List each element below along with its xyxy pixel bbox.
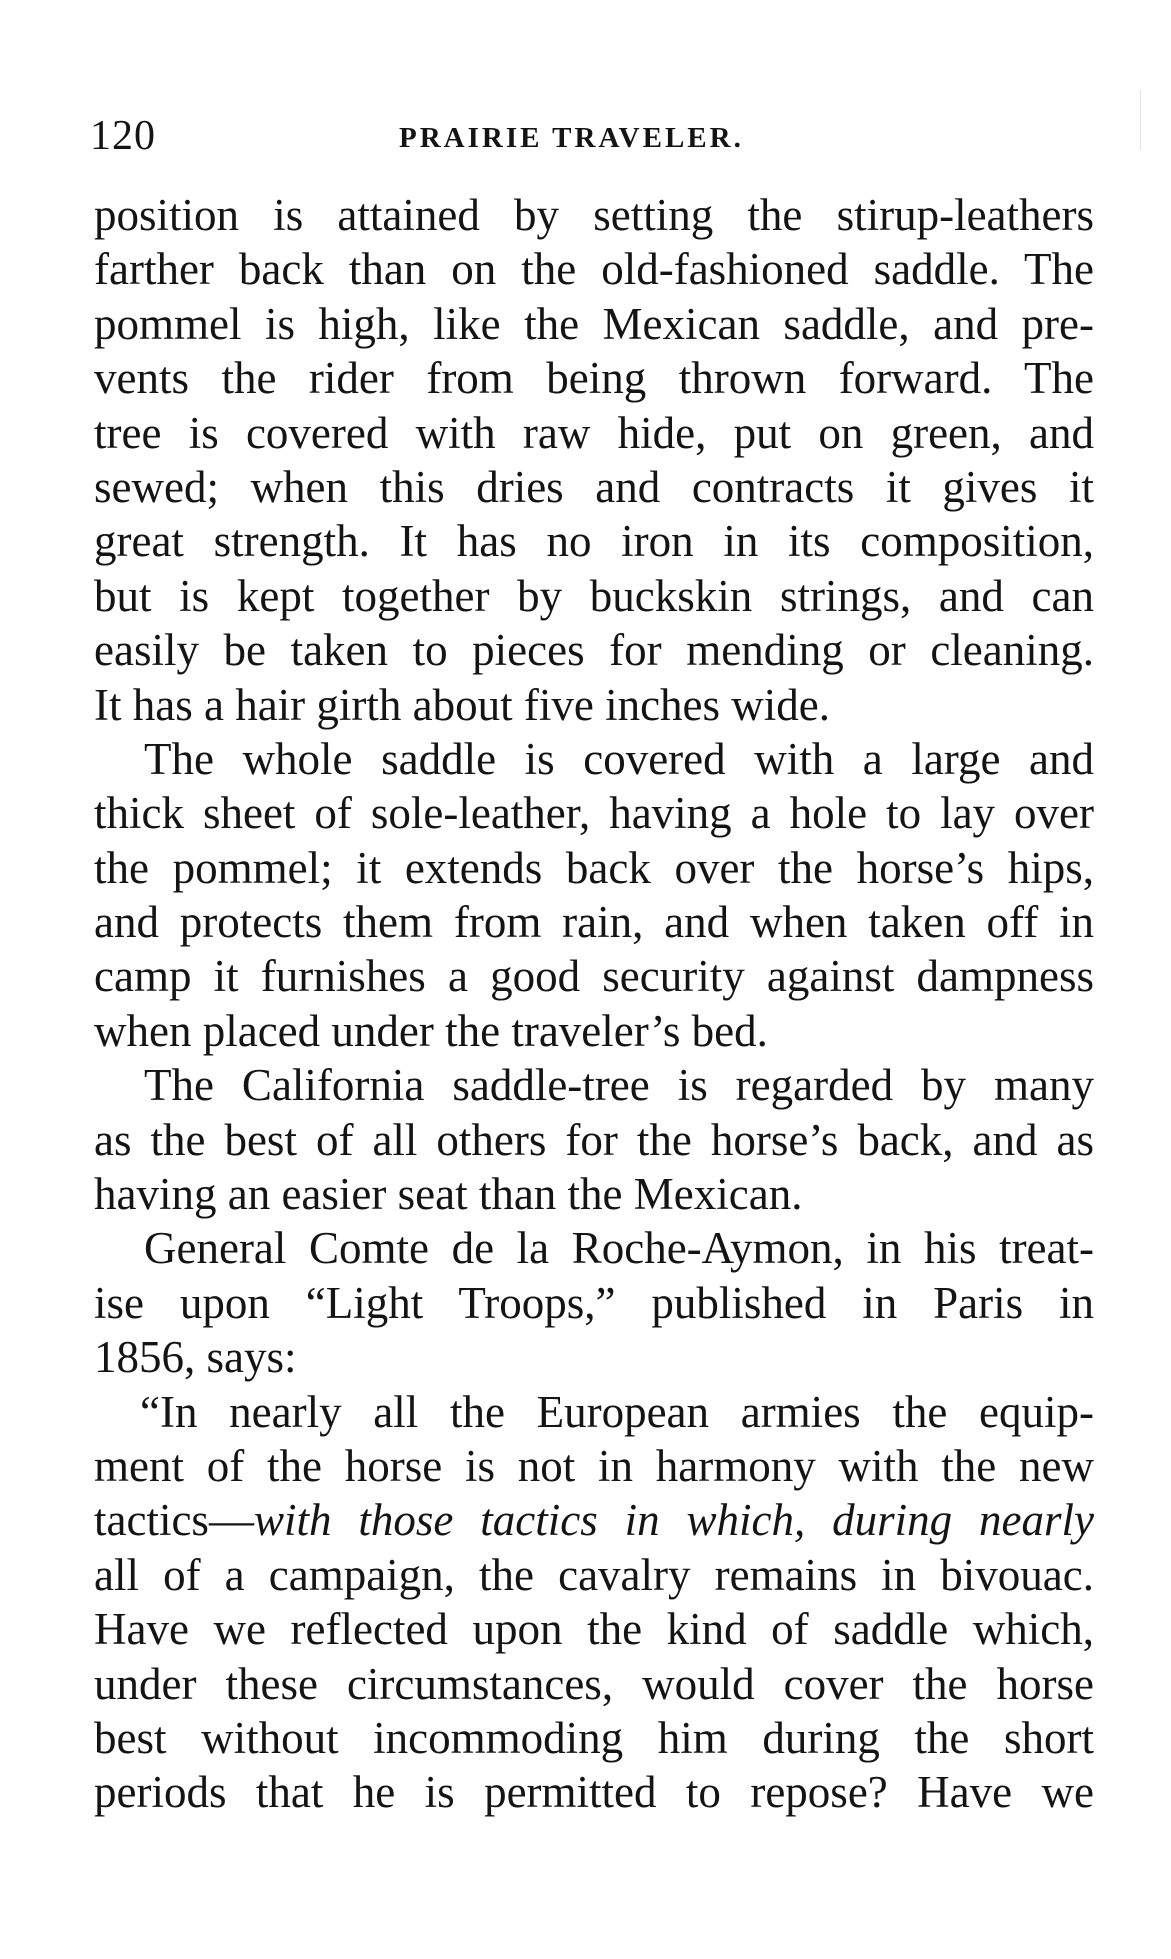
- paragraph-start-line: The whole saddle is covered with a large and: [144, 733, 1094, 784]
- text-line: and protects them from rain, and when taken off in: [94, 897, 1094, 948]
- paragraph-start-line: The California saddle-tree is regarded by many: [144, 1060, 1094, 1111]
- text-line: ise upon “Light Troops,” published in Paris in: [94, 1277, 1094, 1328]
- scan-margin-mark: [1140, 90, 1141, 150]
- text-line: but is kept together by buckskin strings, and can: [94, 570, 1094, 621]
- text-line: periods that he is permitted to repose? Have we: [94, 1767, 1094, 1818]
- text-line: pommel is high, like the Mexican saddle, and pre-: [94, 298, 1094, 349]
- text-line: 1856, says:: [94, 1332, 297, 1383]
- paragraph-start-line: General Comte de la Roche-Aymon, in his treat-: [144, 1223, 1094, 1274]
- text-line: tree is covered with raw hide, put on green, and: [94, 407, 1094, 458]
- text-fragment: tactics—: [94, 1495, 254, 1546]
- page-header: [90, 112, 1095, 160]
- running-head: PRAIRIE TRAVELER.: [399, 122, 744, 154]
- text-line: ment of the horse is not in harmony with the new: [94, 1440, 1094, 1491]
- text-line: thick sheet of sole-leather, having a hole to lay over: [94, 788, 1094, 839]
- text-line: camp it furnishes a good security against dampness: [94, 951, 1094, 1002]
- text-line: farther back than on the old-fashioned saddle. The: [94, 244, 1094, 295]
- text-line: when placed under the traveler’s bed.: [94, 1005, 768, 1056]
- text-line: Have we reflected upon the kind of saddle which,: [94, 1604, 1094, 1655]
- page-number: 120: [90, 113, 156, 159]
- body-text: [94, 188, 1094, 1820]
- text-line: having an easier seat than the Mexican.: [94, 1169, 803, 1220]
- text-line: great strength. It has no iron in its composition,: [94, 516, 1094, 567]
- text-line: sewed; when this dries and contracts it gives it: [94, 461, 1094, 512]
- text-line: vents the rider from being thrown forward. The: [94, 353, 1094, 404]
- italic-text-fragment: with those tactics in which, during nearly: [253, 1495, 1094, 1546]
- text-line: position is attained by setting the stirup-leathers: [94, 190, 1094, 240]
- quote-start-line: “In nearly all the European armies the equip-: [140, 1386, 1094, 1437]
- text-line: It has a hair girth about five inches wide.: [94, 679, 831, 730]
- text-line-with-italics: [94, 1493, 1094, 1547]
- text-line: easily be taken to pieces for mending or cleaning.: [94, 625, 1094, 676]
- text-line: the pommel; it extends back over the horse’s hips,: [94, 842, 1094, 893]
- text-line: as the best of all others for the horse’s back, and as: [94, 1114, 1094, 1165]
- text-line: all of a campaign, the cavalry remains in bivouac.: [94, 1549, 1094, 1600]
- text-line: under these circumstances, would cover the horse: [94, 1658, 1094, 1709]
- text-line: best without incommoding him during the short: [94, 1712, 1094, 1763]
